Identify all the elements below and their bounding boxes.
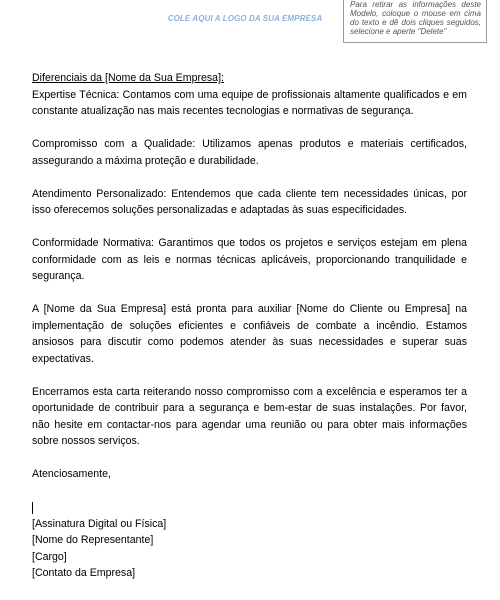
salutation: Atenciosamente, [32, 468, 111, 480]
company-contact: [Contato da Empresa] [32, 567, 136, 579]
representative-name: [Nome do Representante] [32, 534, 154, 546]
differentials-heading: Diferenciais da [Nome da Sua Empresa]: [32, 72, 224, 84]
text-cursor-line[interactable] [32, 499, 467, 516]
letter-body[interactable] [32, 70, 467, 582]
signature-line: [Assinatura Digital ou Física] [32, 517, 167, 530]
service-paragraph: Atendimento Personalizado: Entendemos que cada cliente tem necessidades únicas, por isso oferecemos soluções personalizadas e adaptadas às suas especificidades. [32, 187, 467, 216]
logo-placeholder[interactable]: COLE AQUI A LOGO DA SUA EMPRESA [167, 14, 323, 23]
offer-paragraph: A [Nome da Sua Empresa] está pronta para auxiliar [Nome do Cliente ou Empresa] na implementação de soluções eficientes e confiáveis de combate a incêndio. Estamos ansiosos para discutir como podemos atender às suas necessidades e superar suas expectativas. [32, 303, 467, 365]
template-instructions-note[interactable]: Para retirar as informações deste Modelo, coloque o mouse em cima do texto e dê dois cliques seguidos, selecione e aperte "Delete" [343, 0, 487, 43]
compliance-paragraph: Conformidade Normativa: Garantimos que todos os projetos e serviços estejam em plena conformidade com as leis e normas técnicas aplicáveis, proporcionando tranquilidade e segurança. [32, 237, 467, 282]
expertise-paragraph: Expertise Técnica: Contamos com uma equipe de profissionais altamente qualificados e em constante atualização nas mais recentes tecnologias e normativas de segurança. [32, 88, 467, 117]
text-cursor [32, 502, 33, 514]
representative-role: [Cargo] [32, 550, 67, 563]
quality-paragraph: Compromisso com a Qualidade: Utilizamos apenas produtos e materiais certificados, assegurando a máxima proteção e durabilidade. [32, 138, 467, 167]
closing-paragraph: Encerramos esta carta reiterando nosso compromisso com a excelência e esperamos ter a oportunidade de contribuir para a segurança e bem-estar de suas instalações. Por favor, não hesite em contactar-nos para agendar uma reunião ou para obter mais informações sobre nossos serviços. [32, 385, 467, 447]
